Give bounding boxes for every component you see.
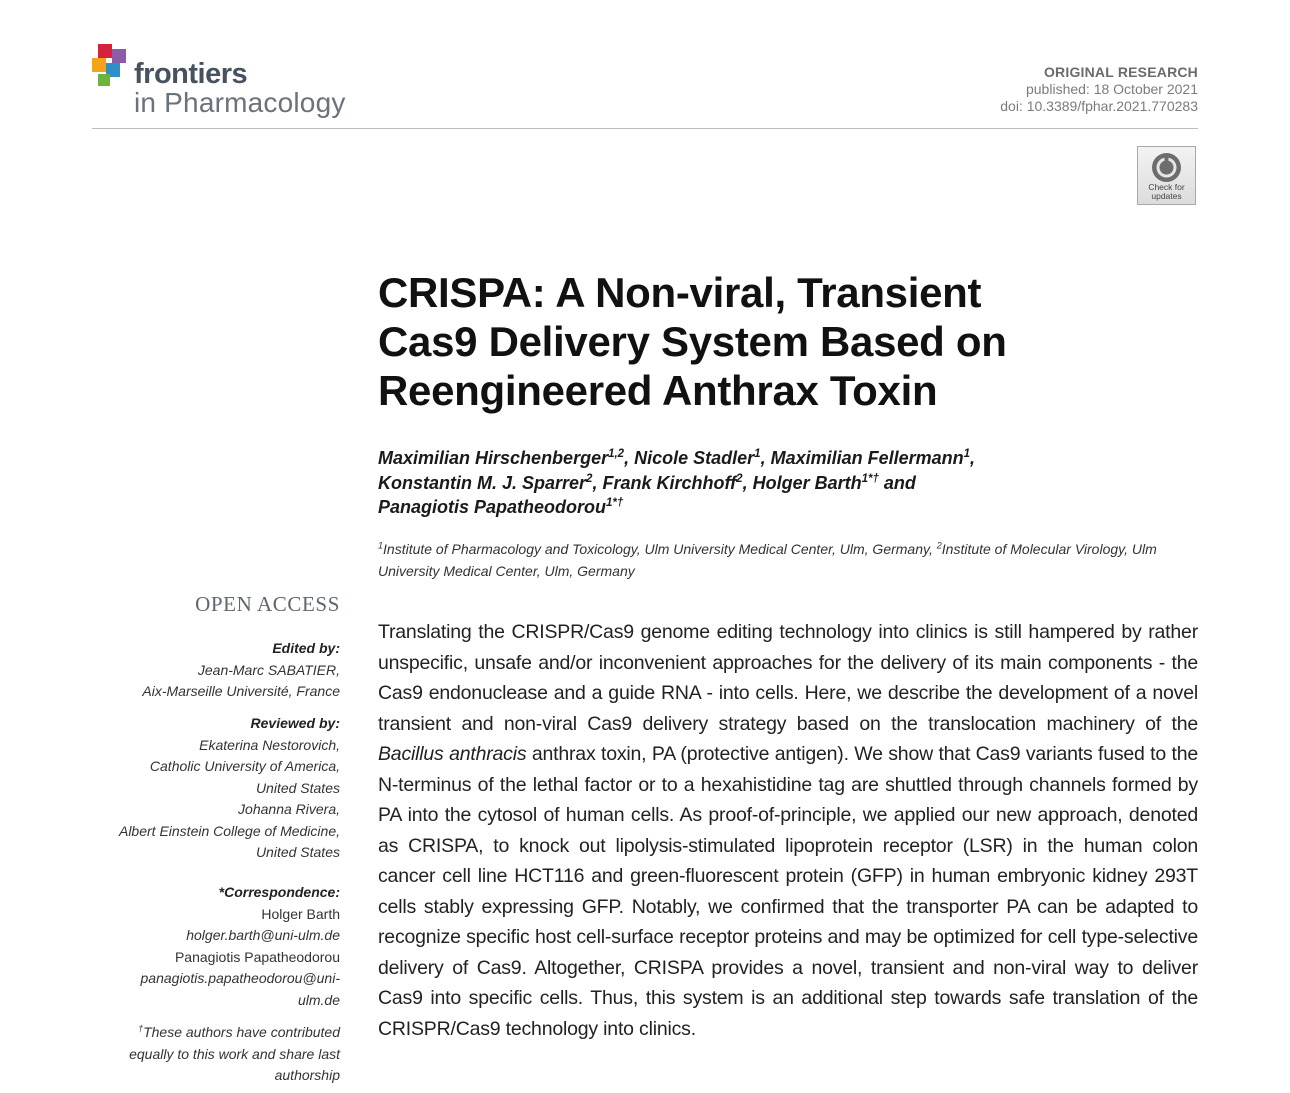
editor-affiliation: Aix-Marseille Université, France (142, 683, 340, 699)
article-meta (1000, 64, 1198, 115)
published-date: published: 18 October 2021 (1025, 81, 1198, 97)
affiliation-text: Institute of Molecular Virology, Ulm University Medical Center, Ulm, Germany (378, 541, 1157, 579)
correspondent-name: Panagiotis Papatheodorou (174, 948, 340, 965)
author-affiliation-sup: 1 (963, 448, 971, 460)
affiliations (378, 538, 1198, 582)
footnote-line: equally to this work and share last (129, 1045, 340, 1062)
reviewer-line: Ekaterina Nestorovich, (199, 736, 340, 753)
footnote-line (92, 1022, 340, 1044)
title-line: Cas9 Delivery System Based on (378, 318, 1007, 365)
correspondent-email[interactable]: panagiotis.papatheodorou@uni- (140, 970, 340, 986)
doi[interactable]: doi: 10.3389/fphar.2021.770283 (1000, 98, 1198, 114)
journal-logo[interactable] (92, 42, 382, 122)
frontiers-logo-icon (92, 44, 134, 88)
reviewed-by-block (92, 713, 340, 864)
author-list (378, 446, 1198, 520)
journal-brand: frontiers (134, 58, 248, 90)
edited-by-label: Edited by: (272, 640, 340, 656)
article-type: ORIGINAL RESEARCH (1043, 64, 1198, 80)
reviewer-line: Johanna Rivera, (238, 801, 340, 817)
reviewer-line: United States (255, 779, 340, 796)
correspondent-email[interactable]: holger.barth@uni-ulm.de (186, 927, 340, 943)
footnote-line: authorship (274, 1067, 340, 1083)
check-label-line2: updates (1151, 191, 1182, 201)
dagger-sup: † (138, 1023, 144, 1034)
author-separator: , (742, 472, 753, 493)
author-separator: , (624, 448, 635, 468)
author-name[interactable]: Frank Kirchhoff (602, 472, 737, 493)
reviewer-line: Albert Einstein College of Medicine, (118, 822, 340, 839)
author-name[interactable]: Holger Barth (752, 472, 862, 493)
crossmark-icon (1151, 152, 1182, 183)
check-label-line1: Check for (1148, 182, 1185, 192)
edited-by-block (92, 638, 340, 703)
correspondent-email-cont[interactable]: ulm.de (297, 991, 340, 1008)
author-name[interactable]: Panagiotis Papatheodorou (378, 497, 607, 517)
journal-name: in Pharmacology (134, 87, 346, 118)
affiliation-text: Institute of Pharmacology and Toxicology, Ulm University Medical Center, Ulm, Germany, (383, 541, 937, 557)
author-affiliation-sup: 2 (586, 472, 593, 485)
reviewer-line: United States (255, 844, 340, 860)
affiliation-sup: 1 (378, 540, 384, 551)
correspondence-label: *Correspondence: (218, 884, 340, 900)
author-name[interactable]: Maximilian Hirschenberger (378, 448, 609, 468)
author-separator: , (592, 472, 603, 493)
author-separator: , (760, 448, 771, 468)
reviewer-line: Catholic University of America, (149, 758, 340, 774)
footnote-text: These authors have contributed (143, 1024, 340, 1040)
open-access-label: OPEN ACCESS (195, 592, 340, 616)
check-for-updates-label (1138, 183, 1195, 201)
author-affiliation-sup: 1 (754, 448, 761, 460)
author-name[interactable]: Maximilian Fellermann (770, 448, 964, 468)
abstract (378, 617, 1198, 1044)
correspondence-block (92, 882, 340, 1011)
title-line: Reengineered Anthrax Toxin (378, 367, 938, 414)
check-for-updates-button[interactable] (1137, 146, 1196, 205)
author-separator: , (970, 448, 976, 468)
editor-name: Jean-Marc SABATIER, (197, 661, 340, 678)
author-affiliation-sup: 1,2 (608, 448, 625, 460)
affiliation-sup: 2 (936, 540, 942, 551)
species-name: Bacillus anthracis (378, 743, 527, 765)
abstract-text: Translating the CRISPR/Cas9 genome editing technology into clinics is still hampered by rather unspecific, unsafe and/or inconvenient approaches for the delivery of its main components - the Cas9 endonuclease and a guide RNA - into cells. Here, we describe the development of a novel transient and non-viral Cas9 delivery strategy based on the translocation machinery of the (378, 621, 1198, 735)
author-name[interactable]: Nicole Stadler (634, 448, 755, 468)
abstract-text: anthrax toxin, PA (protective antigen). We show that Cas9 variants fused to the N-terminus of the lethal factor or to a hexahistidine tag are shuttled through channels formed by PA into the cytosol of human cells. As proof-of-principle, we applied our new approach, denoted as CRISPA, to knock out lipolysis-stimulated lipoprotein receptor (LSR) in the human colon cancer cell line HCT116 and green-fluorescent protein (GFP) in human embryonic kidney 293T cells stably expressing GFP. Notably, we confirmed that the transporter PA can be adapted to recognize specific host cell-surface receptor proteins and may be optimized for cell type-selective delivery of Cas9. Altogether, CRISPA provides a novel, transient and non-viral way to deliver Cas9 into specific cells. Thus, this system is an additional step towards safe translation of the CRISPR/Cas9 technology into clinics. (378, 743, 1198, 1040)
correspondent-name: Holger Barth (261, 905, 340, 922)
author-separator: and (878, 472, 916, 493)
article-title (378, 268, 1138, 415)
author-affiliation-sup: 2 (736, 472, 743, 485)
author-affiliation-sup: 1*† (861, 472, 879, 485)
header-divider (92, 128, 1198, 129)
title-line: CRISPA: A Non-viral, Transient (378, 269, 982, 316)
reviewed-by-label: Reviewed by: (250, 715, 340, 731)
equal-contribution-note (92, 1022, 340, 1087)
author-affiliation-sup: 1*† (606, 497, 624, 509)
author-name[interactable]: Konstantin M. J. Sparrer (378, 472, 587, 493)
